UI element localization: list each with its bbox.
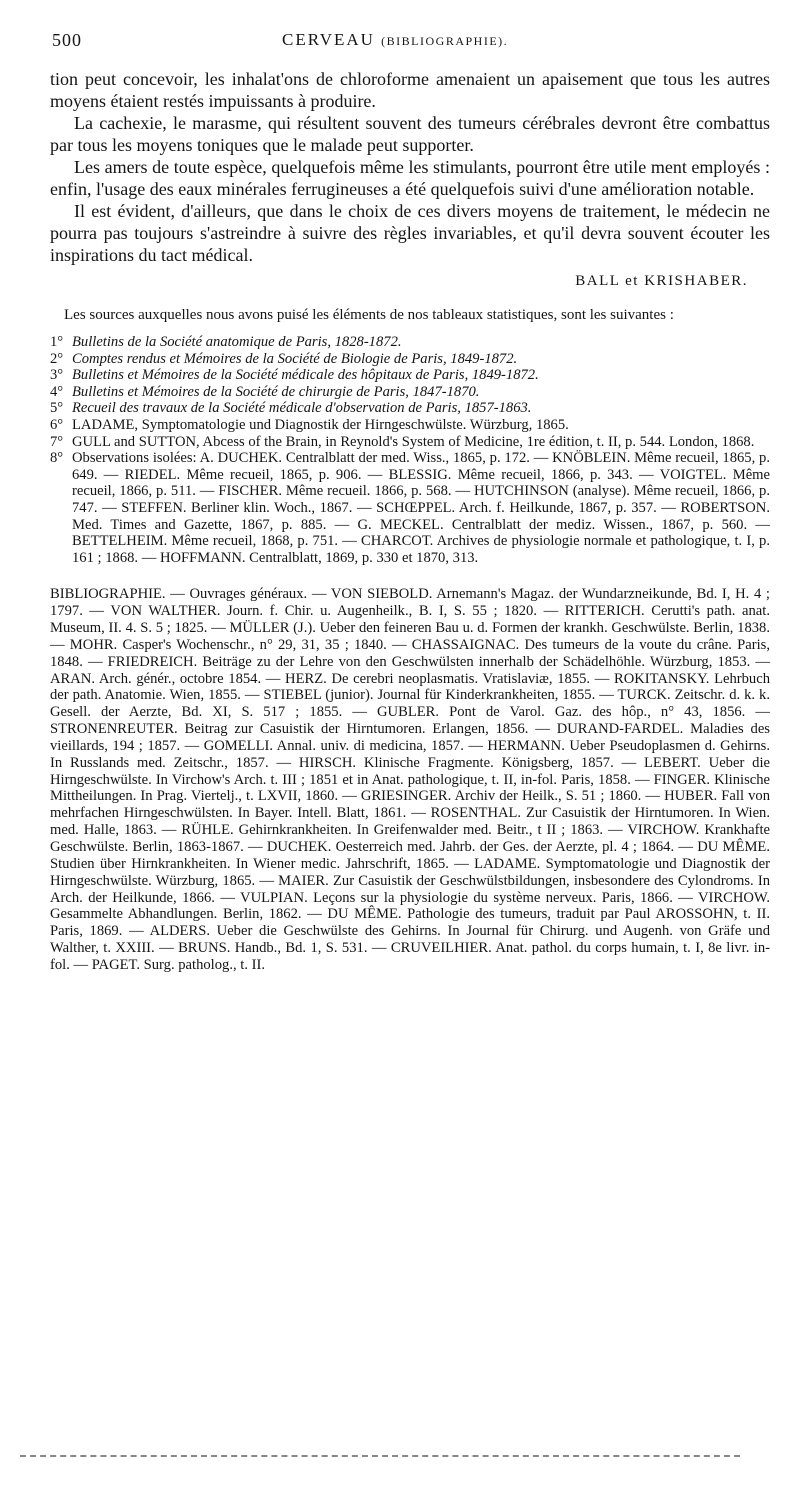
source-number: 7° <box>50 433 64 450</box>
running-title-sub: (BIBLIOGRAPHIE). <box>381 34 509 48</box>
book-page <box>50 26 770 974</box>
source-text: Bulletins et Mémoires de la Société médicale des hôpitaux de Paris, 1849-1872. <box>72 367 539 384</box>
footer-divider <box>20 1455 740 1459</box>
running-title-main: CERVEAU <box>282 30 375 49</box>
source-number: 6° <box>50 416 64 433</box>
source-number: 3° <box>50 367 64 384</box>
source-item <box>50 351 770 368</box>
source-number: 2° <box>50 350 64 367</box>
source-number: 4° <box>50 383 64 400</box>
author-signature: BALL et KRISHABER. <box>575 273 748 289</box>
source-item <box>50 450 770 566</box>
source-item <box>50 400 770 417</box>
paragraph: Les amers de toute espèce, quelquefois même les stimulants, pourront être utile ment employés : enfin, l'usage des eaux minérales ferrugineuses a été quelquefois suivi d'une amélioration notable. <box>50 157 770 199</box>
source-text: GULL and SUTTON, Abcess of the Brain, in Reynold's System of Medicine, 1re édition, t. II, p. 544. London, 1868. <box>72 433 755 450</box>
source-text: LADAME, Symptomatologie und Diagnostik der Hirngeschwülste. Würzburg, 1865. <box>72 416 569 433</box>
source-item <box>50 334 770 351</box>
source-text: Observations isolées: A. DUCHEK. Centralblatt der med. Wiss., 1865, p. 172. — KNÖBLEIN. Même recueil, 1865, p. 649. — RIEDEL. Même recueil, 1865, p. 906. — BLESSIG. Même recueil, 1866, p. 343. — VOIGTEL. Même recueil, 1866, p. 511. — FISCHER. Même recueil. 1866, p. 568. — HUTCHINSON (analyse). Même recueil, 1866, p. 747. — STEFFEN. Berliner klin. Woch., 1867. — SCHŒPPEL. Arch. f. Heilkunde, 1867, p. 357. — ROBERTSON. Med. Times and Gazette, 1867, p. 885. — G. MECKEL. Centralblatt der mediz. Wissen., 1867, p. 560. — BETTELHEIM. Même recueil, 1868, p. 751. — CHARCOT. Archives de physiologie normale et pathologique, t. I, p. 161 ; 1868. — HOFFMANN. Centralblatt, 1869, p. 330 et 1870, 313. <box>72 450 770 566</box>
source-text: Bulletins de la Société anatomique de Paris, 1828-1872. <box>72 334 402 350</box>
source-text: Bulletins et Mémoires de la Société de chirurgie de Paris, 1847-1870. <box>72 383 480 400</box>
page-number: 500 <box>52 30 82 50</box>
running-header <box>50 26 770 52</box>
running-title <box>282 30 508 50</box>
paragraph: Il est évident, d'ailleurs, que dans le choix de ces divers moyens de traitement, le médecin ne pourra pas toujours s'astreindre à suivre des règles invariables, et qu'il devra souvent écouter les inspirations du tact médical. <box>50 201 770 265</box>
source-item <box>50 384 770 401</box>
source-text: Recueil des travaux de la Société médicale d'observation de Paris, 1857-1863. <box>72 400 532 417</box>
paragraph: La cachexie, le marasme, qui résultent souvent des tumeurs cérébrales devront être combattus par tous les moyens toniques que le malade peut supporter. <box>50 113 770 155</box>
paragraph: tion peut concevoir, les inhalat'ons de chloroforme amenaient un apaisement que tous les autres moyens étaient restés impuissants à produire. <box>50 69 770 111</box>
source-item <box>50 434 770 451</box>
source-item <box>50 367 770 384</box>
source-number: 1° <box>50 334 64 350</box>
sources-list <box>50 334 770 566</box>
source-item <box>50 417 770 434</box>
source-text: Comptes rendus et Mémoires de la Société de Biologie de Paris, 1849-1872. <box>72 350 518 367</box>
sources-intro: Les sources auxquelles nous avons puisé les éléments de nos tableaux statistiques, sont les suivantes : <box>64 307 674 323</box>
source-number: 5° <box>50 400 64 417</box>
source-number: 8° <box>50 450 64 467</box>
bibliography: BIBLIOGRAPHIE. — Ouvrages généraux. — VON SIEBOLD. Arnemann's Magaz. der Wundarzneikunde, Bd. I, H. 4 ; 1797. — VON WALTHER. Journ. f. Chir. u. Augenheilk., B. I, S. 55 ; 1820. — RITTERICH. Cerutti's path. anat. Museum, II. 4. S. 5 ; 1825. — MÜLLER (J.). Ueber den feineren Bau u. d. Formen der krankh. Geschwülste. Berlin, 1838. — MOHR. Casper's Wochenschr., n° 29, 31, 35 ; 1840. — CHASSAIGNAC. Des tumeurs de la voute du crâne. Paris, 1848. — FRIEDREICH. Beiträge zu der Lehre von den Geschwülsten innerhalb der Schädelhöhle. Würzburg, 1853. — ARAN. Arch. génér., octobre 1854. — HERZ. De cerebri neoplasmatis. Vratislaviæ, 1855. — ROKITANSKY. Lehrbuch der path. Anatomie. Wien, 1855. — STIEBEL (junior). Journal für Kinderkrankheiten, 1855. — TURCK. Zeitschr. d. k. k. Gesell. der Aerzte, Bd. XI, S. 517 ; 1855. — GUBLER. Pont de Varol. Gaz. des hôp., n° 43, 1856. — STRONENREUTER. Beitrag zur Casuistik der Hirntumoren. Erlangen, 1856. — DURAND-FARDEL. Maladies des vieillards, 194 ; 1857. — GOMELLI. Annal. univ. di medicina, 1857. — HERMANN. Ueber Pseudoplasmen d. Gehirns. In Russlands med. Zeitschr., 1857. — HIRSCH. Klinische Fragmente. Königsberg, 1857. — LEBERT. Ueber die Hirngeschwülste. In Virchow's Arch. t. III ; 1851 et in Anat. pathologique, t. II, in-fol. Paris, 1858. — FINGER. Klinische Mittheilungen. In Prag. Viertelj., t. LXVII, 1860. — GRIESINGER. Archiv der Heilk., S. 51 ; 1860. — HUBER. Fall von mehrfachen Hirngeschwülsten. In Bayer. Intell. Blatt, 1861. — ROSENTHAL. Zur Casuistik der Hirntumoren. In Wien. med. Halle, 1863. — RÜHLE. Gehirnkrankheiten. In Greifenwalder med. Beitr., t II ; 1863. — VIRCHOW. Krankhafte Geschwülste. Berlin, 1863-1867. — DUCHEK. Oesterreich med. Jahrb. der Ges. der Aerzte, pl. 4 ; 1864. — DU MÊME. Studien über Hirnkrankheiten. In Wiener medic. Jahrschrift, 1865. — LADAME. Symptomatologie und Diagnostik der Hirngeschwülste. Würzburg, 1865. — MAIER. Zur Casuistik der Geschwülstbildungen, insbesondere des Cylondroms. In Arch. der Heilkunde, 1866. — VULPIAN. Leçons sur la physiologie du système nerveux. Paris, 1866. — VIRCHOW. Gesammelte Abhandlungen. Berlin, 1862. — DU MÊME. Pathologie des tumeurs, traduit par Paul AROSSOHN, t. II. Paris, 1869. — ALDERS. Ueber die Geschwülste des Gehirns. In Journal für Chirurg. und Augenh. von Gräfe und Walther, t. XXIII. — BRUNS. Handb., Bd. 1, S. 531. — CRUVEILHIER. Anat. pathol. du corps humain, t. I, 8e livr. in-fol. — PAGET. Surg. patholog., t. II. <box>50 586 770 973</box>
main-text <box>50 68 770 292</box>
